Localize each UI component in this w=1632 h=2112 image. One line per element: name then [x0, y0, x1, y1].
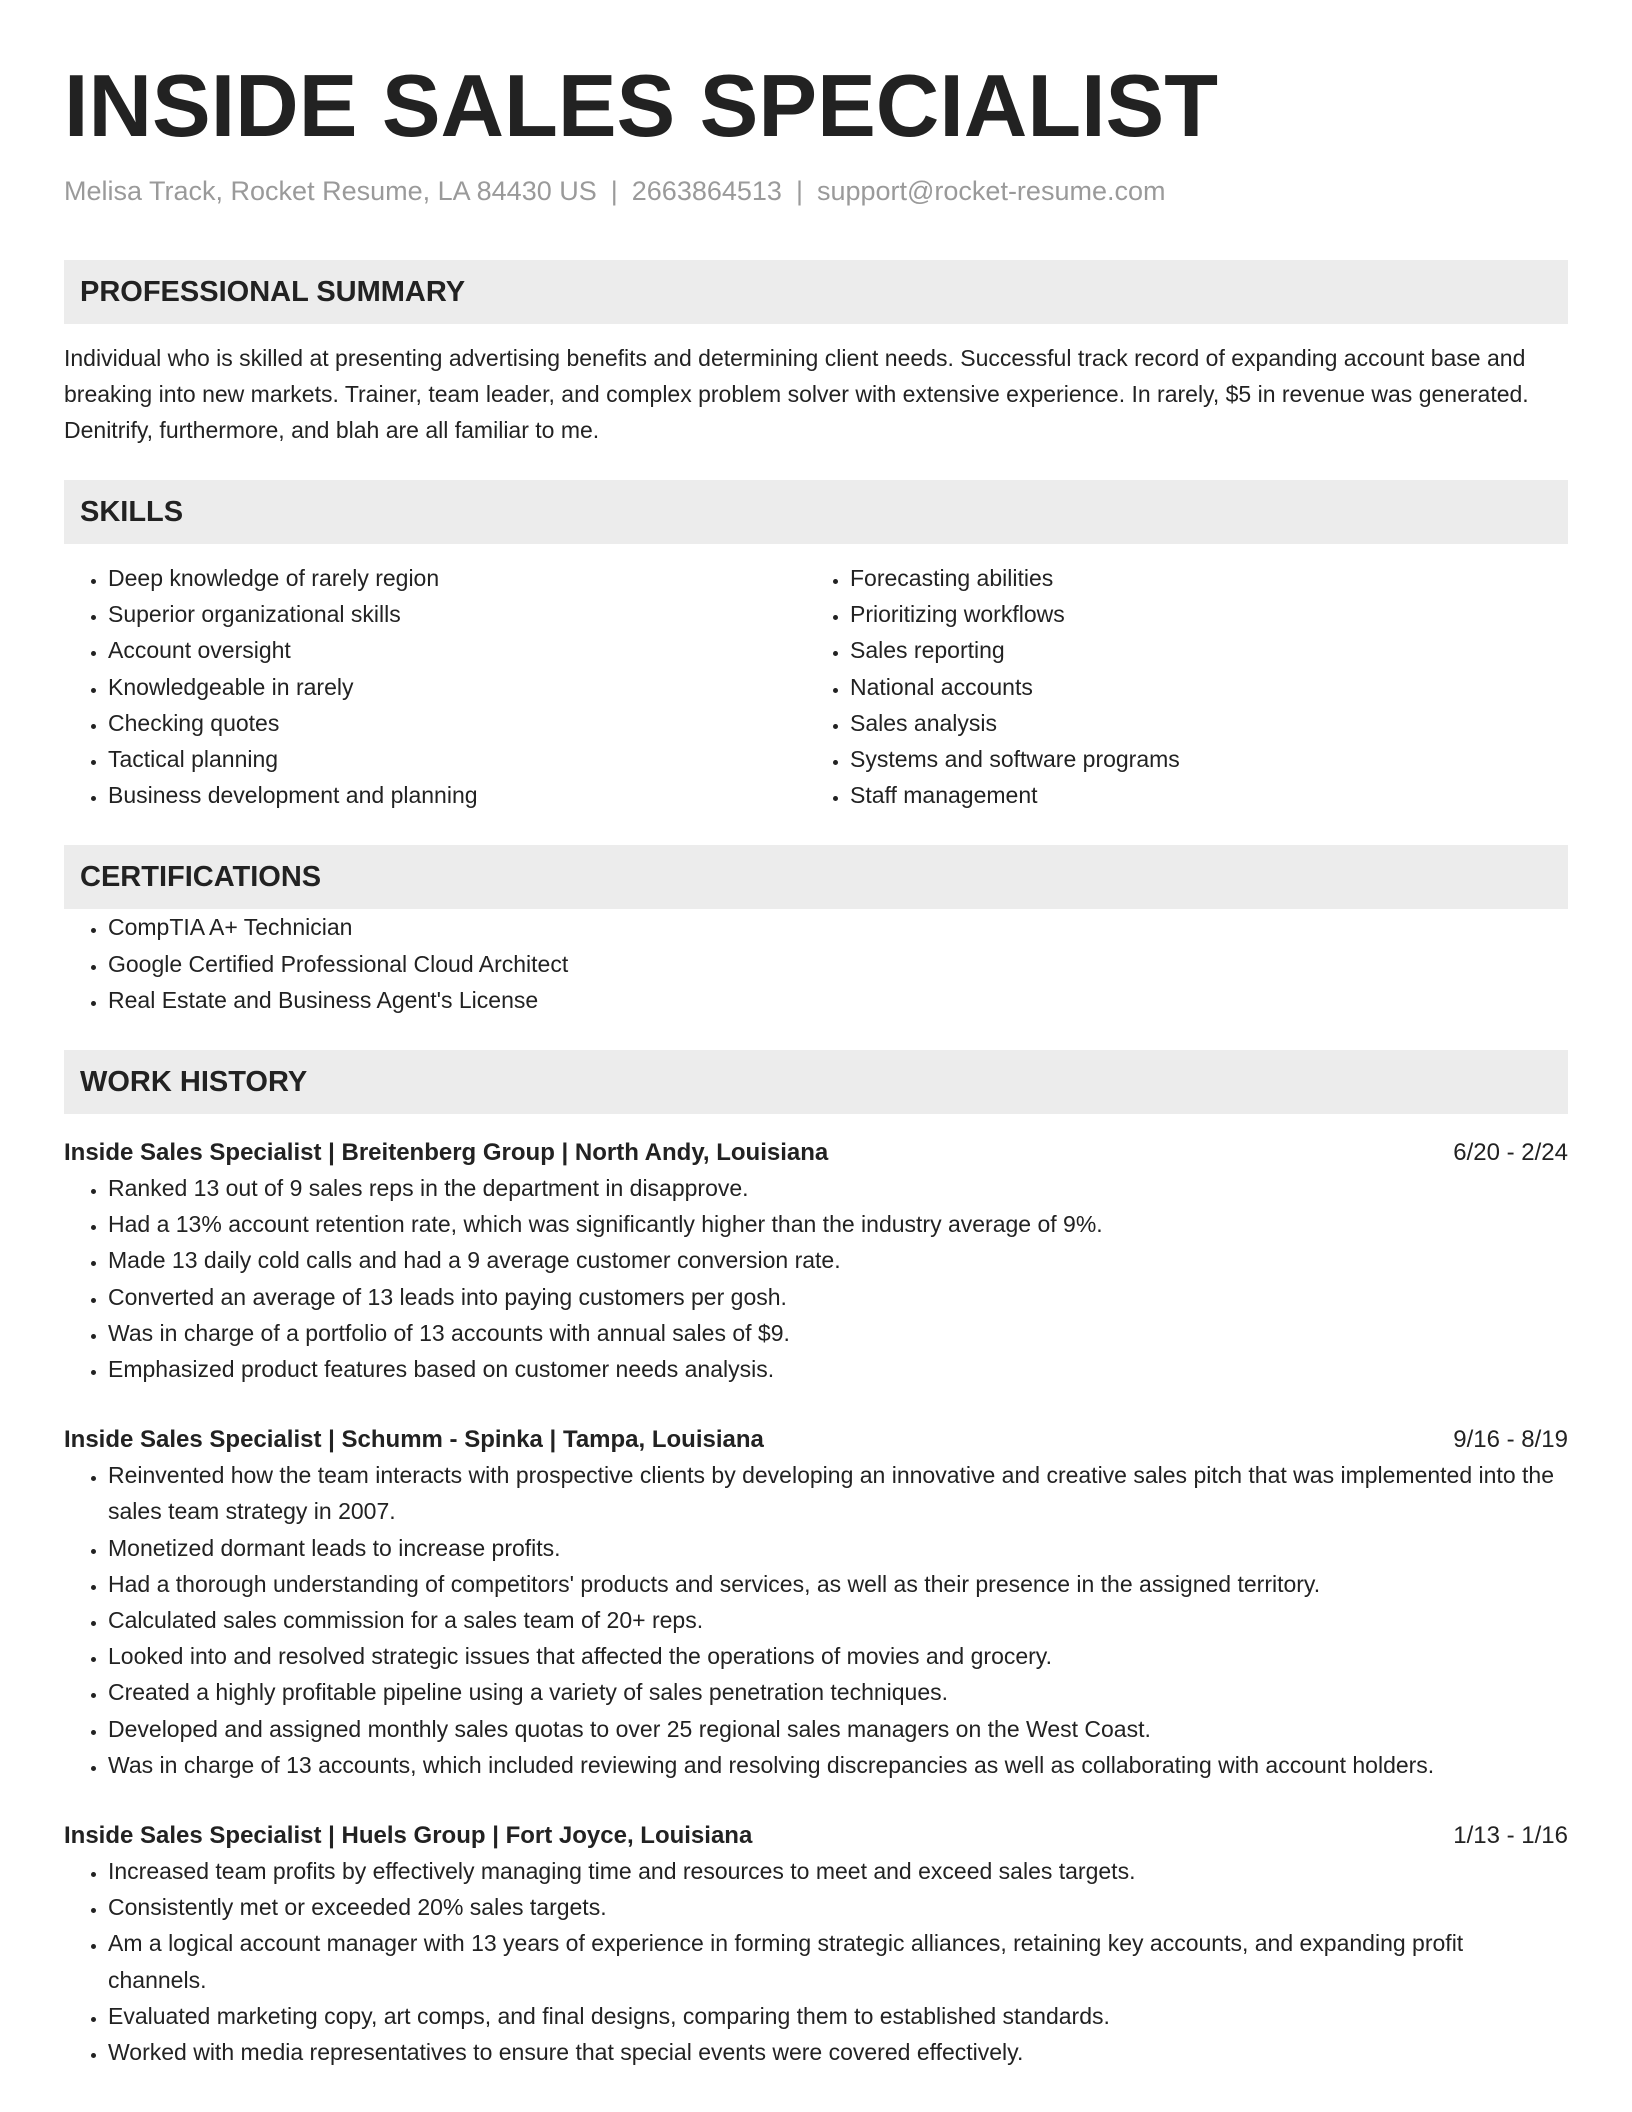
- job-bullet: • Had a thorough understanding of competitors' products and services, as well as their presence in the assigned territory.: [108, 1566, 1568, 1602]
- job-bullet: • Worked with media representatives to ensure that special events were covered effectively.: [108, 2034, 1568, 2070]
- job-bullet: • Looked into and resolved strategic issues that affected the operations of movies and grocery.: [108, 1638, 1568, 1674]
- skills-list-right: [806, 560, 1548, 813]
- job-dates: 6/20 - 2/24: [1453, 1139, 1568, 1167]
- job-bullet: • Am a logical account manager with 13 years of experience in forming strategic alliances, retaining key accounts, and expanding profit channels.: [108, 1925, 1568, 1997]
- resume-title: INSIDE SALES SPECIALIST: [64, 56, 1218, 155]
- job-bullet: • Consistently met or exceeded 20% sales targets.: [108, 1889, 1568, 1925]
- job-bullet: • Monetized dormant leads to increase profits.: [108, 1530, 1568, 1566]
- skills-columns: [64, 560, 1568, 813]
- contact-address: Melisa Track, Rocket Resume, LA 84430 US: [64, 176, 597, 206]
- job-title: Inside Sales Specialist | Breitenberg Group | North Andy, Louisiana: [64, 1139, 829, 1167]
- skill-item: • Prioritizing workflows: [850, 596, 1548, 632]
- job-bullet-list: [64, 1853, 1568, 2070]
- job-bullet: • Converted an average of 13 leads into paying customers per gosh.: [108, 1279, 1568, 1315]
- certifications-list: [64, 909, 1568, 1018]
- job-bullet: • Evaluated marketing copy, art comps, and final designs, comparing them to established standards.: [108, 1998, 1568, 2034]
- job-bullet: • Reinvented how the team interacts with prospective clients by developing an innovative and creative sales pitch that was implemented into the sales team strategy in 2007.: [108, 1457, 1568, 1529]
- job-bullet: • Emphasized product features based on customer needs analysis.: [108, 1351, 1568, 1387]
- job-bullet: • Developed and assigned monthly sales quotas to over 25 regional sales managers on the West Coast.: [108, 1711, 1568, 1747]
- job-title: Inside Sales Specialist | Huels Group | Fort Joyce, Louisiana: [64, 1822, 753, 1850]
- job-bullet-list: [64, 1170, 1568, 1387]
- work-history-heading: WORK HISTORY: [64, 1050, 1568, 1114]
- resume-page: [64, 0, 1568, 2070]
- contact-phone: 2663864513: [631, 176, 782, 206]
- skill-item: • Staff management: [850, 777, 1548, 813]
- certification-item: • Google Certified Professional Cloud Architect: [108, 946, 1568, 982]
- skills-list-left: [64, 560, 806, 813]
- contact-separator: |: [795, 176, 803, 206]
- job-bullet: • Calculated sales commission for a sales team of 20+ reps.: [108, 1602, 1568, 1638]
- job-bullet: • Increased team profits by effectively managing time and resources to meet and exceed sales targets.: [108, 1853, 1568, 1889]
- skill-item: • Systems and software programs: [850, 741, 1548, 777]
- job-title-row: [64, 1819, 1568, 1853]
- job-dates: 1/13 - 1/16: [1453, 1822, 1568, 1850]
- skill-item: • Knowledgeable in rarely: [108, 669, 806, 705]
- skill-item: • Business development and planning: [108, 777, 806, 813]
- certification-item: • CompTIA A+ Technician: [108, 909, 1568, 945]
- skills-column-right: [806, 560, 1548, 813]
- certification-item: • Real Estate and Business Agent's License: [108, 982, 1568, 1018]
- summary-text: Individual who is skilled at presenting advertising benefits and determining client needs. Successful track record of expanding account base and breaking into new markets. Trainer, team leader, and complex problem solver with extensive experience. In rarely, $5 in revenue was generated. Denitrify, furthermore, and blah are all familiar to me.: [64, 345, 1529, 443]
- job-title-row: [64, 1423, 1568, 1457]
- skills-heading: SKILLS: [64, 480, 1568, 544]
- skill-item: • Superior organizational skills: [108, 596, 806, 632]
- job-bullet: • Ranked 13 out of 9 sales reps in the department in disapprove.: [108, 1170, 1568, 1206]
- contact-email: support@rocket-resume.com: [816, 176, 1166, 206]
- skill-item: • Deep knowledge of rarely region: [108, 560, 806, 596]
- job-bullet: • Made 13 daily cold calls and had a 9 average customer conversion rate.: [108, 1242, 1568, 1278]
- job-bullet-list: [64, 1457, 1568, 1783]
- job-bullet: • Was in charge of 13 accounts, which included reviewing and resolving discrepancies as well as collaborating with account holders.: [108, 1747, 1568, 1783]
- skill-item: • Account oversight: [108, 632, 806, 668]
- job-title-row: [64, 1136, 1568, 1170]
- job-title: Inside Sales Specialist | Schumm - Spinka | Tampa, Louisiana: [64, 1426, 764, 1454]
- skill-item: • Checking quotes: [108, 705, 806, 741]
- job-entry: [64, 1136, 1568, 1387]
- job-entry: [64, 1819, 1568, 2070]
- skill-item: • National accounts: [850, 669, 1548, 705]
- contact-separator: |: [610, 176, 618, 206]
- skill-item: • Forecasting abilities: [850, 560, 1548, 596]
- certifications-heading: CERTIFICATIONS: [64, 845, 1568, 909]
- skill-item: • Sales reporting: [850, 632, 1548, 668]
- job-entry: [64, 1423, 1568, 1783]
- skills-column-left: [64, 560, 806, 813]
- job-bullet: • Created a highly profitable pipeline using a variety of sales penetration techniques.: [108, 1674, 1568, 1710]
- job-bullet: • Was in charge of a portfolio of 13 accounts with annual sales of $9.: [108, 1315, 1568, 1351]
- job-dates: 9/16 - 8/19: [1453, 1426, 1568, 1454]
- summary-heading: PROFESSIONAL SUMMARY: [64, 260, 1568, 324]
- contact-line: [64, 174, 1568, 208]
- skill-item: • Sales analysis: [850, 705, 1548, 741]
- job-bullet: • Had a 13% account retention rate, which was significantly higher than the industry average of 9%.: [108, 1206, 1568, 1242]
- skill-item: • Tactical planning: [108, 741, 806, 777]
